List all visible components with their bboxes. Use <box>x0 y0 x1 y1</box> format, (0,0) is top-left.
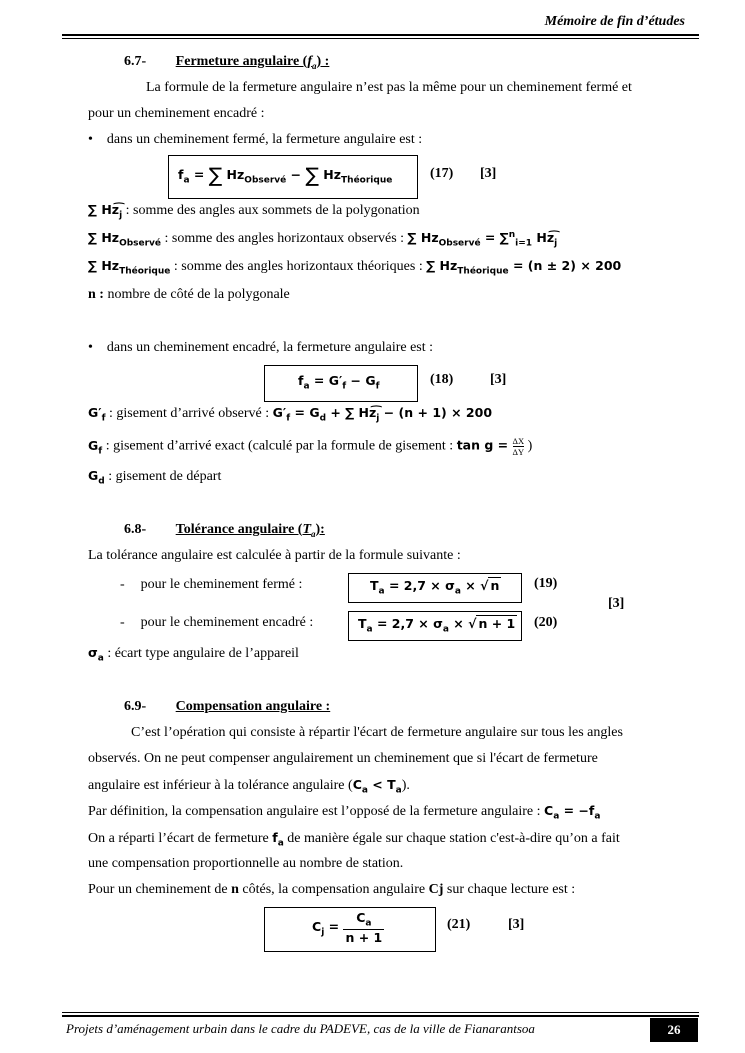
footer-rule-thin <box>62 1012 699 1013</box>
paragraph: On a réparti l’écart de fermeture $f_a$ de manière égale sur chaque station c'est-à-dire qu’on a fait <box>88 830 620 849</box>
paragraph: La formule de la fermeture angulaire n’est pas la même pour un cheminement fermé et <box>146 80 632 95</box>
equation-number: (19) <box>534 576 558 591</box>
equation-21: $C_j$ = $\frac{C_a}{n + 1}$ <box>312 910 383 945</box>
paragraph: La tolérance angulaire est calculée à partir de la formule suivante : <box>88 548 461 563</box>
section-title: Fermeture angulaire $(f_a)$ : <box>175 54 330 71</box>
definition-hzj: ∑ $Hz͡_j$ : somme des angles aux sommets de la polygonation <box>88 202 420 221</box>
equation-number: (17) <box>430 166 454 181</box>
definition-n: n : nombre de côté de la polygonale <box>88 287 290 302</box>
section-number: 6.8- <box>124 522 147 537</box>
running-header: Mémoire de fin d’études <box>544 14 685 29</box>
definition-hz-theorique: ∑ $Hz_{Théorique}$ : somme des angles horizontaux théoriques : ∑ $Hz_{Théorique} = (n \pm 2) \times 200$ <box>88 258 622 277</box>
paragraph: Pour un cheminement de n côtés, la compensation angulaire Cj sur chaque lecture est : <box>88 882 576 897</box>
bullet-item: • dans un cheminement fermé, la fermeture angulaire est : <box>88 132 423 147</box>
reference: [3] <box>608 596 625 611</box>
paragraph: angulaire est inférieur à la tolérance angulaire $(C_a < T_a)$. <box>88 777 410 796</box>
equation-20: $T_a = 2,7 \times \sigma_a$ × √ n + 1 <box>358 616 516 635</box>
definition-sigma: $\sigma_a$ : écart type angulaire de l’appareil <box>88 645 299 664</box>
section-title: Compensation angulaire : <box>175 699 331 714</box>
footer-rule <box>62 1015 699 1017</box>
reference: [3] <box>490 372 507 387</box>
equation-19: $T_a = 2,7 \times \sigma_a$ × √ n <box>370 578 500 597</box>
paragraph: observés. On ne peut compenser angulairement un cheminement que si l'écart de fermeture <box>88 751 598 766</box>
reference: [3] <box>508 917 525 932</box>
definition-gf: $G_f$ : gisement d’arrivé exact (calculé par la formule de gisement : tan g = $\frac{\Delta X}{\Delta Y}$ ) <box>88 436 533 457</box>
section-6-8-heading <box>124 522 325 539</box>
paragraph: pour un cheminement encadré : <box>88 106 265 121</box>
paragraph: C’est l’opération qui consiste à répartir l'écart de fermeture angulaire sur tous les angles <box>131 725 623 740</box>
list-item: - pour le cheminement fermé : <box>120 577 303 592</box>
page-number: 26 <box>650 1018 698 1042</box>
paragraph: Par définition, la compensation angulaire est l’opposé de la fermeture angulaire : $C_a = -f_a$ <box>88 803 601 822</box>
equation-number: (21) <box>447 917 471 932</box>
footer-text: Projets d’aménagement urbain dans le cadre du PADEVE, cas de la ville de Fianarantsoa <box>66 1021 535 1036</box>
bullet-item: • dans un cheminement encadré, la fermeture angulaire est : <box>88 340 434 355</box>
equation-18: $f_a = G'_f - G_f$ <box>298 373 380 392</box>
definition-gf-observe: $G'_f$ : gisement d’arrivé observé : $G'_f = G_d$ + ∑ $Hz͡_j - (n + 1) \times 200$ <box>88 405 493 424</box>
definition-gd: $G_d$ : gisement de départ <box>88 468 222 487</box>
reference: [3] <box>480 166 497 181</box>
list-item: - pour le cheminement encadré : <box>120 615 314 630</box>
section-number: 6.7- <box>124 54 147 69</box>
equation-number: (20) <box>534 615 558 630</box>
header-rule-thin <box>62 38 699 39</box>
section-6-9-heading <box>124 699 330 715</box>
section-number: 6.9- <box>124 699 147 714</box>
equation-number: (18) <box>430 372 454 387</box>
header-rule <box>62 34 699 36</box>
paragraph: une compensation proportionnelle au nombre de station. <box>88 856 404 871</box>
definition-hz-observe: ∑ $Hz_{Observé}$ : somme des angles horizontaux observés : ∑ $Hz_{Observé} = \sum^n_{i=1}$ $Hz͡_j$ <box>88 230 558 249</box>
equation-17: $f_a$ = ∑ $Hz_{Observé}$ − ∑ $Hz_{Théorique}$ <box>178 163 393 187</box>
section-6-7-heading <box>124 54 329 71</box>
section-title: Tolérance angulaire $(T_a)$: <box>175 522 325 539</box>
